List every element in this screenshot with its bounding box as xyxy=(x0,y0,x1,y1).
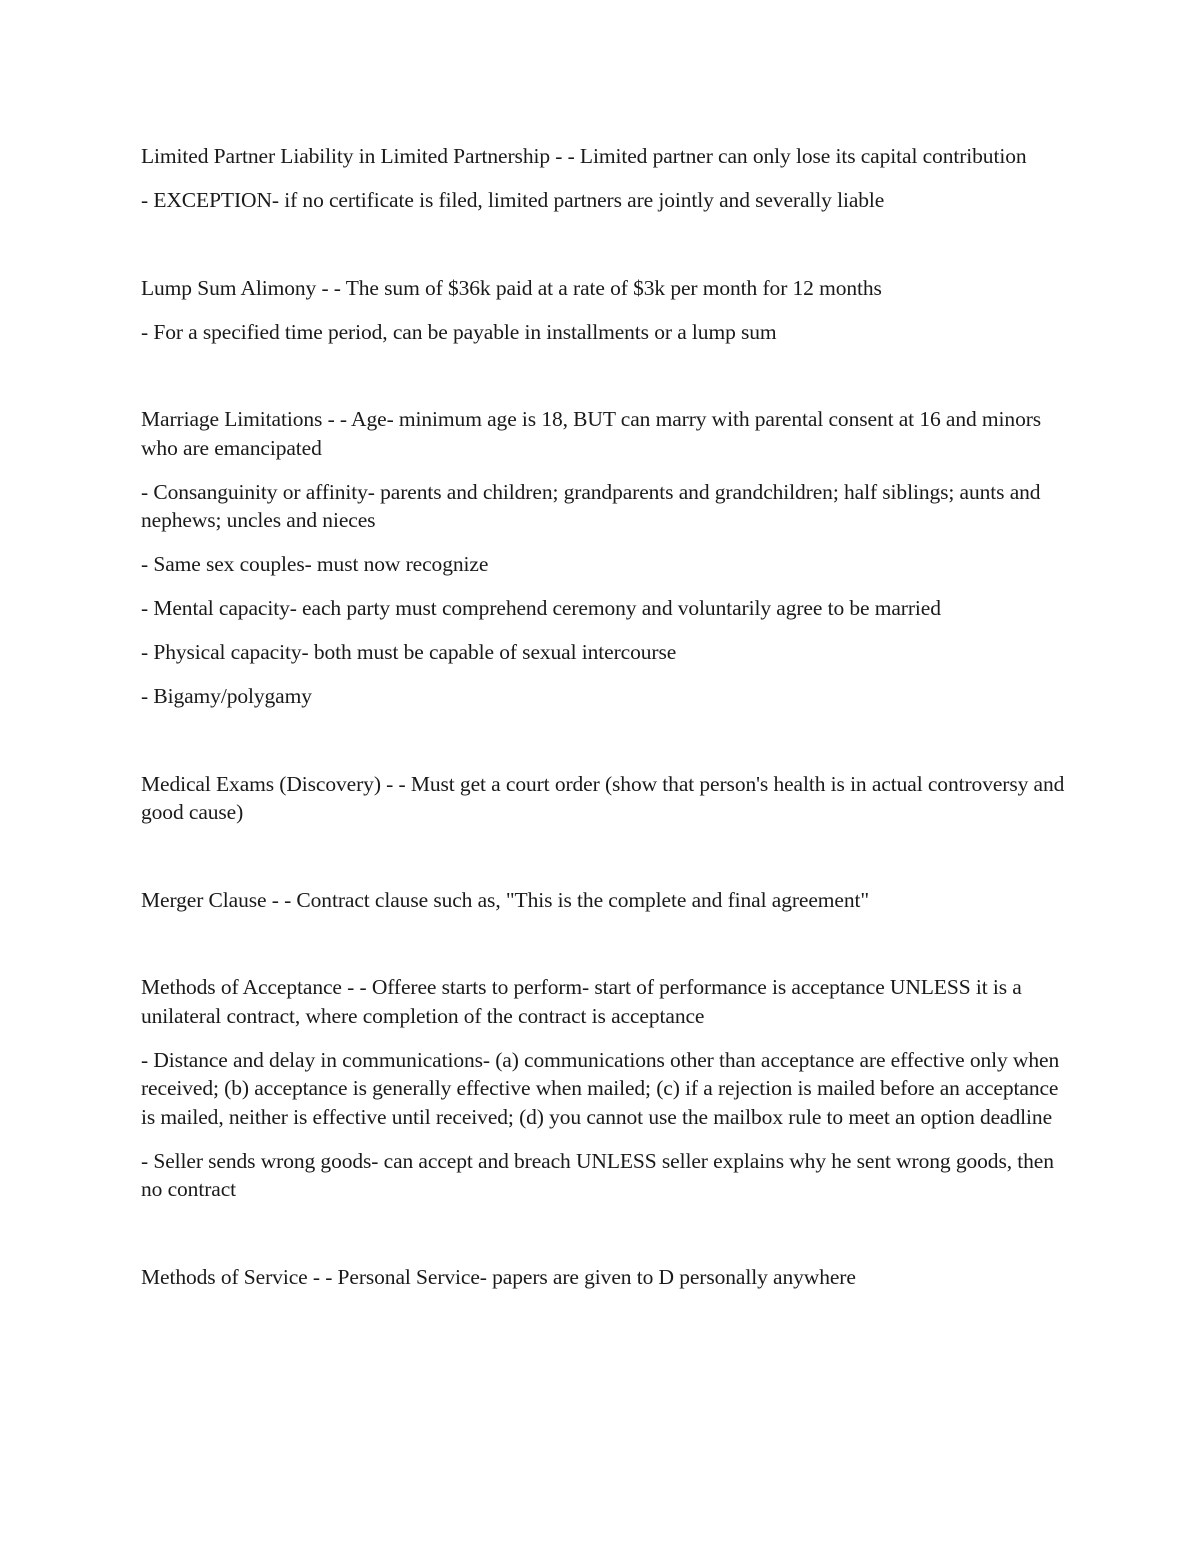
entry-medical-exams xyxy=(141,770,1066,827)
entry-definition: Merger Clause - - Contract clause such as, "This is the complete and final agreement" xyxy=(141,887,870,912)
entry-definition: Lump Sum Alimony - - The sum of $36k paid at a rate of $3k per month for 12 months xyxy=(141,275,882,300)
entry-definition: Methods of Service - - Personal Service- papers are given to D personally anywhere xyxy=(141,1264,856,1289)
entry-methods-of-service xyxy=(141,1263,1066,1292)
entry-detail: - EXCEPTION- if no certificate is filed, limited partners are jointly and severally liable xyxy=(141,188,885,212)
entry-detail: - Distance and delay in communications- (a) communications other than acceptance are effective only when received; (b) acceptance is generally effective when mailed; (c) if a rejection is mailed before an acceptance is mailed, neither is effective until received; (d) you cannot use the mailbox rule to meet an option deadline xyxy=(141,1047,1060,1129)
entry-definition: Methods of Acceptance - - Offeree starts to perform- start of performance is acceptance UNLESS it is a unilateral contract, where completion of the contract is acceptance xyxy=(141,975,1022,1028)
entry-detail: - Same sex couples- must now recognize xyxy=(141,552,489,576)
entry-limited-partner-liability xyxy=(141,142,1066,215)
entry-definition: Marriage Limitations - - Age- minimum age is 18, BUT can marry with parental consent at 16 and minors who are emancipated xyxy=(141,407,1042,460)
entry-merger-clause xyxy=(141,886,1066,915)
entry-detail: - Bigamy/polygamy xyxy=(141,684,312,708)
document-body xyxy=(141,142,1066,1350)
entry-marriage-limitations xyxy=(141,405,1066,711)
entry-detail: - For a specified time period, can be payable in installments or a lump sum xyxy=(141,319,777,344)
entry-lump-sum-alimony xyxy=(141,274,1066,347)
entry-definition: Limited Partner Liability in Limited Partnership - - Limited partner can only lose its capital contribution xyxy=(141,144,1027,168)
entry-methods-of-acceptance xyxy=(141,973,1066,1204)
entry-detail: - Seller sends wrong goods- can accept and breach UNLESS seller explains why he sent wrong goods, then no contract xyxy=(141,1148,1054,1201)
entry-detail: - Physical capacity- both must be capable of sexual intercourse xyxy=(141,640,677,664)
entry-detail: - Mental capacity- each party must comprehend ceremony and voluntarily agree to be married xyxy=(141,596,941,620)
entry-definition: Medical Exams (Discovery) - - Must get a court order (show that person's health is in actual controversy and good cause) xyxy=(141,771,1065,824)
entry-detail: - Consanguinity or affinity- parents and children; grandparents and grandchildren; half siblings; aunts and nephews; uncles and nieces xyxy=(141,479,1041,532)
